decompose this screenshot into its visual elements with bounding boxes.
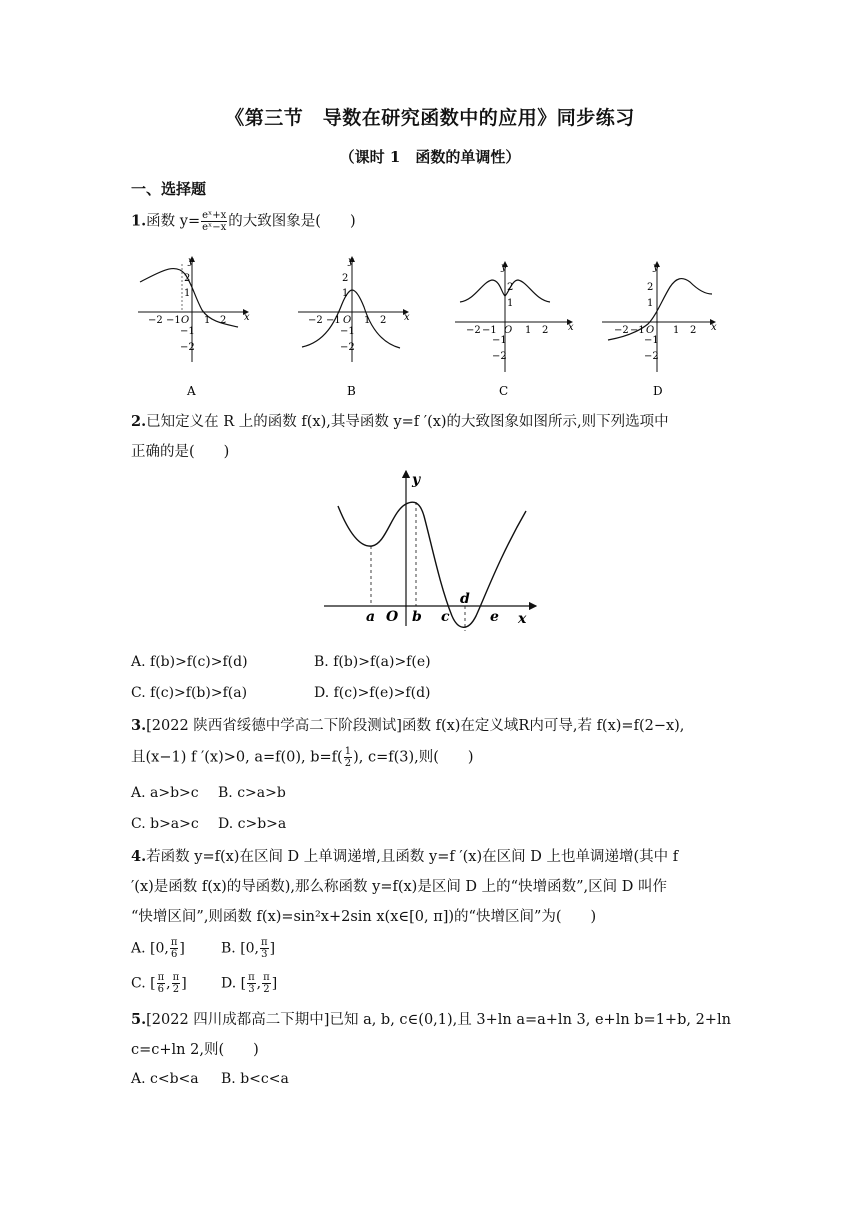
- section-heading: 一、选择题: [131, 180, 207, 198]
- y-axis-label: y: [348, 256, 354, 267]
- option-text: ,: [256, 975, 262, 992]
- option-a[interactable]: A. a>b>c: [131, 785, 199, 801]
- question-text: 函数 y=: [146, 213, 201, 230]
- question-2-continued: 正确的是( ): [131, 444, 230, 460]
- x-axis-label: x: [244, 312, 250, 323]
- question-number: 3.: [131, 717, 147, 734]
- graph-a: [138, 256, 250, 398]
- option-b[interactable]: [221, 937, 275, 960]
- fraction: [170, 937, 179, 960]
- tick-label: 2: [380, 315, 387, 326]
- point-label-d: d: [460, 591, 470, 607]
- fraction-numerator: eˣ+x: [202, 210, 227, 221]
- option-c[interactable]: C. b>a>c: [131, 816, 199, 832]
- tick-label: −1: [492, 335, 507, 346]
- option-text: ,: [166, 975, 171, 992]
- fraction-numerator: π: [170, 937, 178, 948]
- tick-label: 1: [364, 315, 371, 326]
- tick-label: −1: [180, 326, 195, 337]
- tick-label: 2: [220, 315, 227, 326]
- question-number: 1.: [131, 212, 147, 230]
- x-axis-label: x: [568, 322, 574, 333]
- option-c[interactable]: [131, 972, 187, 995]
- option-text: ]: [179, 940, 185, 957]
- point-label-b: b: [412, 609, 422, 625]
- question-text: [2022 陕西省绥德中学高二下阶段测试]函数 f(x)在定义域R内可导,若 f(x)=f(2−x),: [146, 718, 685, 734]
- tick-label: 1: [204, 315, 211, 326]
- tick-label: −2: [340, 342, 355, 353]
- fraction-numerator: π: [172, 972, 180, 983]
- fraction: [172, 972, 181, 995]
- fraction-denominator: 6: [157, 984, 165, 995]
- page-subtitle: （课时 1 函数的单调性）: [339, 148, 521, 166]
- tick-label: O: [504, 325, 513, 336]
- question-3: [131, 716, 684, 736]
- y-axis-label: y: [653, 262, 659, 273]
- point-label-a: a: [366, 609, 376, 625]
- question-text: 且(x−1) f ′(x)>0, a=f(0), b=f(: [131, 749, 343, 766]
- tick-label: −1: [326, 315, 341, 326]
- question-text: [2022 四川成都高二下期中]已知 a, b, c∈(0,1),且 3+ln a=a+ln 3, e+ln b=1+b, 2+ln: [146, 1012, 731, 1028]
- graph-label: C: [499, 384, 509, 398]
- tick-label: −2: [614, 325, 629, 336]
- option-b[interactable]: B. b<c<a: [221, 1071, 289, 1087]
- x-axis-label: x: [711, 322, 717, 333]
- option-a[interactable]: A. f(b)>f(c)>f(d): [131, 654, 248, 670]
- fraction: [247, 972, 256, 995]
- tick-label: −2: [148, 315, 163, 326]
- question-5-continued: c=c+ln 2,则( ): [131, 1042, 259, 1058]
- fraction-numerator: π: [261, 937, 268, 948]
- option-b[interactable]: B. f(b)>f(a)>f(e): [314, 654, 431, 670]
- fraction-numerator: π: [157, 972, 165, 983]
- question-text: 若函数 y=f(x)在区间 D 上单调递增,且函数 y=f ′(x)在区间 D 上也单调递增(其中 f: [146, 849, 679, 865]
- question-2: [131, 412, 669, 432]
- question-4-line2: ′(x)是函数 f(x)的导函数),那么称函数 y=f(x)是区间 D 上的“快增函数”,区间 D 叫作: [131, 879, 667, 895]
- option-text: ]: [181, 975, 187, 992]
- tick-label: 1: [673, 325, 680, 336]
- fraction-denominator: 2: [172, 984, 180, 995]
- q1-graphs: [130, 252, 750, 402]
- option-a[interactable]: [131, 937, 185, 960]
- tick-label: O: [343, 315, 352, 326]
- graph-d: [602, 262, 717, 398]
- tick-label: −1: [482, 325, 497, 336]
- tick-label: O: [646, 325, 655, 336]
- option-text: ]: [271, 975, 278, 992]
- fraction-denominator: 3: [261, 949, 268, 960]
- graph-c: [455, 262, 574, 398]
- x-axis-label: x: [518, 611, 527, 627]
- fraction: [201, 210, 227, 233]
- page-title: 《第三节 导数在研究函数中的应用》同步练习: [225, 107, 635, 129]
- option-d[interactable]: D. f(c)>f(e)>f(d): [314, 685, 431, 701]
- fraction-denominator: 2: [344, 758, 352, 769]
- question-number: 2.: [131, 413, 147, 430]
- y-axis-label: y: [412, 472, 421, 488]
- question-text: 的大致图象是( ): [228, 213, 356, 230]
- tick-label: 1: [525, 325, 532, 336]
- tick-label: −1: [166, 315, 181, 326]
- option-a[interactable]: A. c<b<a: [131, 1071, 199, 1087]
- fraction: [260, 937, 269, 960]
- option-d[interactable]: D. c>b>a: [218, 816, 287, 832]
- point-label-c: c: [441, 609, 450, 625]
- question-number: 4.: [131, 848, 147, 865]
- fraction-denominator: 3: [248, 984, 255, 995]
- tick-label: 1: [342, 288, 349, 299]
- tick-label: 2: [184, 273, 191, 284]
- fraction: [157, 972, 166, 995]
- question-4: [131, 847, 678, 867]
- option-b[interactable]: B. c>a>b: [218, 785, 286, 801]
- tick-label: 1: [647, 298, 654, 309]
- tick-label: 2: [690, 325, 697, 336]
- fraction-numerator: 1: [344, 746, 352, 757]
- question-text: 已知定义在 R 上的函数 f(x),其导函数 y=f ′(x)的大致图象如图所示,则下列选项中: [146, 414, 669, 430]
- tick-label: 2: [647, 282, 654, 293]
- option-text: D. [: [221, 975, 247, 992]
- graph-label: A: [187, 384, 196, 398]
- question-4-line3: “快增区间”,则函数 f(x)=sin²x+2sin x(x∈[0, π])的“快增区间”为( ): [131, 909, 597, 925]
- option-text: A. [0,: [131, 940, 169, 957]
- point-label-e: e: [490, 609, 499, 625]
- tick-label: −2: [466, 325, 481, 336]
- fraction-numerator: π: [248, 972, 255, 983]
- option-c[interactable]: C. f(c)>f(b)>f(a): [131, 685, 248, 701]
- fraction-denominator: eˣ−x: [202, 222, 227, 233]
- graph-b: [298, 256, 410, 398]
- fraction-numerator: π: [263, 972, 270, 983]
- x-axis-label: x: [404, 312, 410, 323]
- fraction: [262, 972, 271, 995]
- question-text: ), c=f(3),则( ): [353, 749, 474, 766]
- question-3-continued: [131, 746, 474, 769]
- tick-label: −1: [630, 325, 645, 336]
- option-d[interactable]: [221, 972, 277, 995]
- fraction-denominator: 2: [263, 984, 270, 995]
- y-axis-label: y: [188, 256, 194, 267]
- option-text: ]: [269, 940, 276, 957]
- tick-label: −2: [492, 351, 507, 362]
- tick-label: O: [181, 315, 190, 326]
- tick-label: 1: [184, 288, 191, 299]
- q2-derivative-graph: [320, 466, 540, 631]
- option-text: B. [0,: [221, 940, 260, 957]
- tick-label: 2: [507, 282, 514, 293]
- tick-label: −2: [180, 342, 195, 353]
- origin-label: O: [386, 609, 399, 625]
- graph-label: D: [653, 384, 663, 398]
- tick-label: −2: [644, 351, 659, 362]
- tick-label: −1: [340, 326, 355, 337]
- question-5: [131, 1010, 731, 1030]
- graph-label: B: [347, 384, 356, 398]
- tick-label: 2: [342, 273, 349, 284]
- question-number: 5.: [131, 1011, 147, 1028]
- tick-label: 1: [507, 298, 514, 309]
- option-text: C. [: [131, 975, 156, 992]
- fraction: [344, 746, 352, 769]
- tick-label: 2: [542, 325, 549, 336]
- fraction-denominator: 6: [170, 949, 178, 960]
- tick-label: −2: [308, 315, 323, 326]
- tick-label: −1: [644, 335, 659, 346]
- question-1: [131, 210, 356, 233]
- y-axis-label: y: [501, 262, 507, 273]
